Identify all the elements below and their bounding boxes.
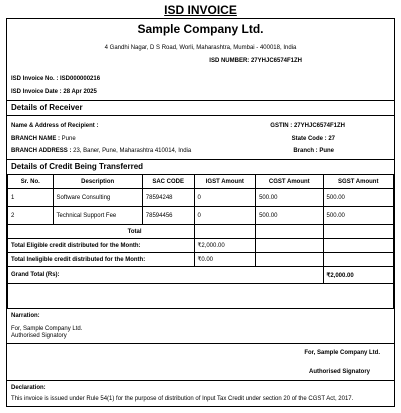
col-description: Description (53, 175, 142, 189)
credit-section-title: Details of Credit Being Transferred (7, 159, 394, 174)
gstin (270, 122, 390, 130)
branch-name-label: BRANCH NAME : (11, 136, 60, 142)
spacer-row (8, 284, 394, 309)
declaration-label: Declaration: (11, 385, 46, 391)
ineligible-empty-1 (256, 253, 323, 267)
branch-name-value: Pune (61, 136, 76, 142)
narration-block (7, 309, 394, 343)
eligible-empty-1 (256, 239, 323, 253)
declaration-block (7, 381, 394, 403)
receiver-row-2 (7, 135, 394, 143)
company-name: Sample Company Ltd. (137, 22, 264, 36)
signature-block (7, 343, 394, 381)
invoice-number-value: ISD000000216 (60, 76, 101, 82)
branch-value: Pune (319, 148, 334, 154)
declaration-text: This invoice is issued under Rule 54(1) for the purpose of distribution of Input Tax Credit under section 20 of the CGST Act, 2017. (11, 396, 354, 402)
state-code (292, 135, 390, 143)
col-igst: IGST Amount (194, 175, 256, 189)
credit-table-header (8, 175, 394, 189)
cell-sr-no: 2 (8, 207, 54, 225)
gstin-value: 27YHJC6574F1ZH (293, 123, 345, 129)
branch-name (11, 135, 76, 143)
col-sr-no: Sr. No. (8, 175, 54, 189)
receiver-row-3 (7, 147, 394, 155)
state-code-label: State Code : (291, 136, 327, 142)
signature-signatory: Authorised Signatory (308, 369, 370, 375)
ineligible-empty-2 (323, 253, 393, 267)
company-address: 4 Gandhi Nagar, D S Road, Worli, Maharashtra, Mumbai - 400018, India (104, 45, 297, 51)
total-label: Total (8, 225, 195, 239)
narration-line-2: Authorised Signatory (11, 333, 67, 339)
col-sgst: SGST Amount (323, 175, 393, 189)
cell-igst: 0 (194, 207, 256, 225)
ineligible-value: ₹0.00 (194, 253, 256, 267)
cell-sac-code: 78594456 (142, 207, 194, 225)
invoice-number-label: ISD Invoice No. : (11, 76, 59, 82)
state-code-value: 27 (328, 136, 335, 142)
total-sgst (323, 225, 393, 239)
table-row (8, 207, 394, 225)
recipient-label: Name & Address of Recipient : (11, 123, 99, 129)
invoice-title: ISD INVOICE (164, 3, 237, 17)
cell-cgst: 500.00 (256, 207, 323, 225)
invoice-frame (6, 18, 395, 407)
isd-number-value: 27YHJC6574F1ZH (250, 58, 302, 64)
eligible-label: Total Eligible credit distributed for the Month: (8, 239, 195, 253)
narration-line-1: For, Sample Company Ltd. (11, 326, 83, 332)
isd-number (7, 57, 394, 65)
cell-cgst: 500.00 (256, 189, 323, 207)
branch-label: Branch : (293, 148, 318, 154)
cell-sgst: 500.00 (323, 189, 393, 207)
total-igst (194, 225, 256, 239)
ineligible-label: Total Ineligible credit distributed for the Month: (8, 253, 195, 267)
branch-address-value: 23, Baner, Pune, Maharashtra 410014, India (73, 148, 192, 154)
credit-table (7, 174, 394, 309)
grand-total-label: Grand Total (Rs): (8, 267, 324, 284)
cell-description: Software Consulting (53, 189, 142, 207)
branch (293, 147, 390, 155)
invoice-number (7, 75, 394, 83)
ineligible-row (8, 253, 394, 267)
spacer-cell (8, 284, 394, 309)
receiver-section-title: Details of Receiver (7, 100, 394, 116)
invoice-date-value: 28 Apr 2025 (63, 89, 97, 95)
invoice-page (6, 3, 395, 407)
cell-sr-no: 1 (8, 189, 54, 207)
signature-company: For, Sample Company Ltd. (304, 350, 380, 356)
eligible-empty-2 (323, 239, 393, 253)
total-row (8, 225, 394, 239)
total-cgst (256, 225, 323, 239)
receiver-row-1 (7, 122, 394, 130)
grand-total-row (8, 267, 394, 284)
col-sac-code: SAC CODE (142, 175, 194, 189)
grand-total-value: ₹2,000.00 (323, 267, 393, 284)
narration-label: Narration: (11, 313, 40, 319)
branch-address (11, 147, 191, 155)
branch-address-label: BRANCH ADDRESS : (11, 148, 72, 154)
invoice-date-label: ISD Invoice Date : (11, 89, 62, 95)
cell-sgst: 500.00 (323, 207, 393, 225)
cell-sac-code: 78594248 (142, 189, 194, 207)
invoice-date (7, 88, 394, 96)
isd-number-label: ISD NUMBER: (209, 58, 250, 64)
cell-description: Technical Support Fee (53, 207, 142, 225)
cell-igst: 0 (194, 189, 256, 207)
gstin-label: GSTIN : (270, 123, 293, 129)
col-cgst: CGST Amount (256, 175, 323, 189)
eligible-value: ₹2,000.00 (194, 239, 256, 253)
eligible-row (8, 239, 394, 253)
table-row (8, 189, 394, 207)
